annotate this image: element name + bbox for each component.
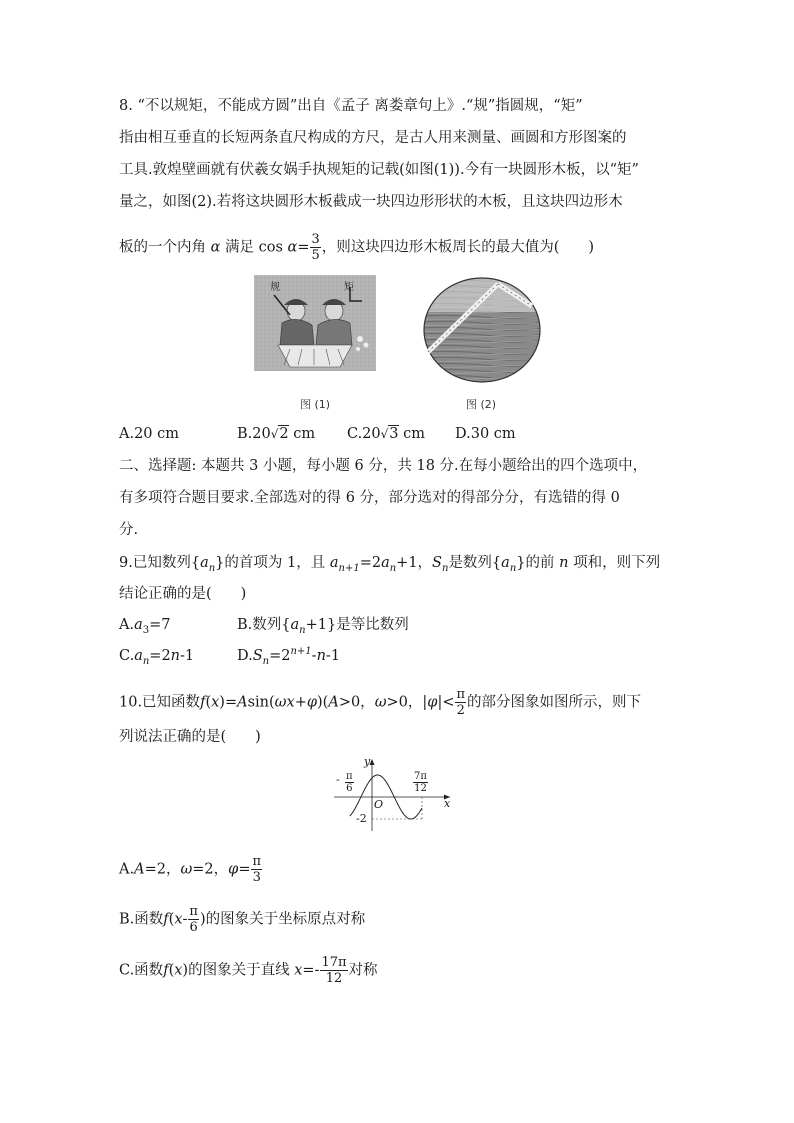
q10-option-b: B.函数f(x- $\frac{\pi}{6}$ )的图象关于坐标原点对称: [119, 904, 366, 935]
q10-sine-graph: [330, 755, 460, 835]
graph-x-label: x: [444, 797, 451, 810]
graph-y-label: y: [364, 755, 371, 768]
q9-option-d: $D.S_n=2^{n+1}-n-1$: [237, 646, 341, 667]
section-2-line-3: 分.: [119, 522, 139, 538]
figure-1-mural: [254, 275, 376, 371]
y-axis-arrow: [370, 759, 375, 765]
q8-line-2: 指由相互垂直的长短两条直尺构成的方尺，是古人用来测量、画圆和方形图案的: [119, 130, 627, 146]
fraction-3-5: $\frac{3}{5}$: [311, 232, 320, 263]
graph-left-fraction: $\frac{\pi}{6}$: [346, 771, 353, 794]
section-2-line-2: 有多项符合题目要求.全部选对的得 6 分，部分选对的得部分分，有选错的得 0: [119, 490, 620, 506]
q9-option-a: $A.a_3=7$: [119, 617, 171, 636]
figure-1-caption: 图 (1): [300, 398, 331, 411]
q8-line-4: 量之，如图(2).若将这块圆形木板截成一块四边形形状的木板，且这块四边形木: [119, 194, 623, 210]
sine-graph-svg: [330, 755, 460, 835]
fraction-pi-2: $\frac{\pi}{2}$: [456, 687, 466, 718]
q8-option-a: A.20 cm: [119, 426, 180, 442]
q10-option-c: C.函数f(x)的图象关于直线 x=- $\frac{17\pi}{12}$ 对称: [119, 955, 378, 986]
graph-left-sign: -: [336, 773, 340, 786]
section-2-line-1: 二、选择题: 本题共 3 小题，每小题 6 分，共 18 分.在每小题给出的四个选项中，: [119, 458, 648, 474]
mural-label-gui: 规: [270, 282, 280, 293]
q8-line-3: 工具.敦煌壁画就有伏羲女娲手执规矩的记载(如图(1)).今有一块圆形木板，以“矩”: [119, 162, 639, 178]
q10-line-2: 列说法正确的是( ): [119, 729, 261, 745]
q8-line-1: 8. “不以规矩，不能成方圆”出自《孟子 离娄章句上》.“规”指圆规，“矩”: [119, 98, 583, 114]
fraction-17pi-12: $\frac{17\pi}{12}$: [321, 955, 347, 986]
q8-option-b: B.20√2 cm: [237, 426, 316, 442]
q10-line-1: 10.已知函数f(x)=Asin(ωx+φ)(A>0，ω>0，|φ|< $\frac{\pi}{2}$ 的部分图象如图所示，则下: [119, 687, 642, 718]
mural-label-ju: 矩: [344, 282, 354, 293]
q9-option-c: $C.a_n=2n-1$: [119, 648, 195, 667]
q8-option-c: C.20√3 cm: [347, 426, 426, 442]
figure-2-caption: 图 (2): [466, 398, 497, 411]
graph-right-fraction: $\frac{7\pi}{12}$: [414, 771, 427, 794]
fraction-pi-6: $\frac{\pi}{6}$: [189, 904, 198, 935]
figure-2-board: [420, 272, 544, 384]
q10-option-a: A.A=2，ω=2，φ= $\frac{\pi}{3}$: [119, 854, 262, 885]
q9-line-1: 9.已知数列$\{a_n\}$的首项为 1，且 $a_{n+1}=2a_n+1$，$S_n$是数列$\{a_n\}$的前 n 项和，则下列: [119, 555, 661, 574]
q8-option-d: D.30 cm: [455, 426, 516, 442]
graph-origin: O: [374, 798, 384, 811]
q9-line-2: 结论正确的是( ): [119, 586, 247, 602]
fraction-pi-3: $\frac{\pi}{3}$: [252, 854, 262, 885]
q8-line-5: 板的一个内角 α 满足 cos α= $\frac{3}{5}$ ，则这块四边形木板周长的最大值为( ): [119, 232, 595, 263]
board-image: [420, 272, 544, 384]
graph-min-label: -2: [356, 812, 367, 825]
q9-option-b: B.数列$\{a_n+1\}$是等比数列: [237, 617, 409, 636]
